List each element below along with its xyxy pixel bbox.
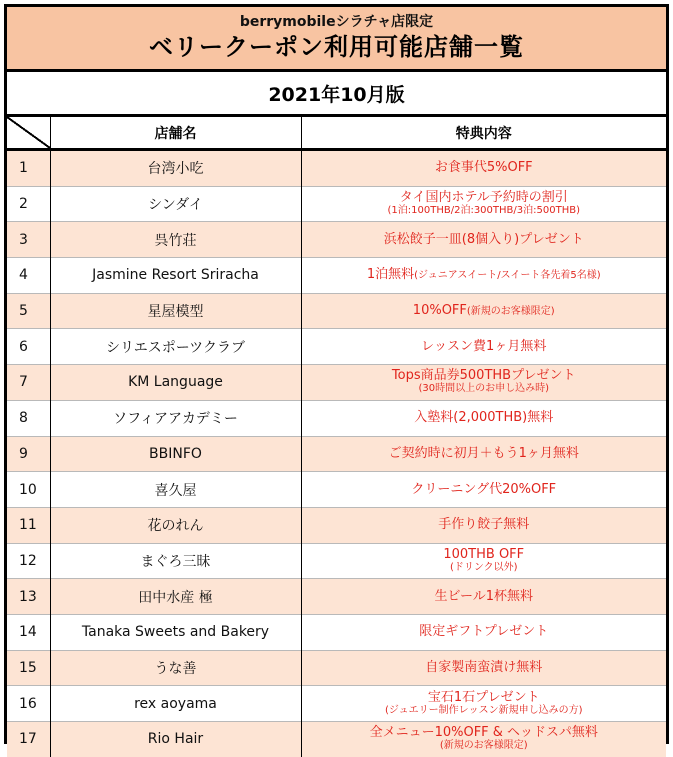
perk-cell: [301, 258, 666, 294]
store-name: Rio Hair: [50, 722, 301, 757]
row-number: 5: [7, 293, 50, 329]
store-name: KM Language: [50, 365, 301, 401]
perk-note: (新規のお客様限定): [466, 306, 555, 318]
perk-text: 全メニュー10%OFF & ヘッドスパ無料: [369, 725, 598, 741]
edition-label: 2021年10月版: [7, 72, 666, 117]
perk-cell: [301, 329, 666, 365]
row-number: 7: [7, 365, 50, 401]
perk-text: 10%OFF: [412, 303, 467, 319]
table-row: [7, 472, 666, 508]
corner-cell: [7, 117, 50, 150]
column-header-perk: 特典内容: [301, 117, 666, 150]
table-row: [7, 150, 666, 187]
perk-text: ご契約時に初月＋もう1ヶ月無料: [388, 445, 579, 461]
perk-text: 浜松餃子一皿(8個入り)プレゼント: [383, 231, 584, 247]
row-number: 17: [7, 722, 50, 757]
perk-note: (ドリンク以外): [449, 561, 518, 573]
perk-cell: [301, 579, 666, 615]
store-name: 花のれん: [50, 507, 301, 543]
perk-text: 入塾料(2,000THB)無料: [414, 410, 554, 426]
row-number: 10: [7, 472, 50, 508]
perk-cell: [301, 650, 666, 686]
store-name: Tanaka Sweets and Bakery: [50, 614, 301, 650]
store-name: ソフィアアカデミー: [50, 400, 301, 436]
perk-cell: [301, 507, 666, 543]
store-name: 喜久屋: [50, 472, 301, 508]
row-number: 16: [7, 686, 50, 722]
row-number: 13: [7, 579, 50, 615]
table-row: [7, 293, 666, 329]
perk-note: (30時間以上のお申し込み時): [418, 383, 550, 395]
table-row: [7, 579, 666, 615]
perk-note: (ジュエリー制作レッスン新規申し込みの方): [384, 704, 583, 716]
perk-note: (ジュニアスイート/スイート各先着5名様): [414, 270, 601, 282]
row-number: 3: [7, 222, 50, 258]
store-name: BBINFO: [50, 436, 301, 472]
table-header-row: [7, 117, 666, 150]
perk-cell: [301, 614, 666, 650]
row-number: 4: [7, 258, 50, 294]
table-row: [7, 722, 666, 757]
store-name: Jasmine Resort Sriracha: [50, 258, 301, 294]
perk-note: (1泊:100THB/2泊:300THB/3泊:500THB): [387, 205, 580, 217]
table-row: [7, 400, 666, 436]
row-number: 9: [7, 436, 50, 472]
perk-text: Tops商品券500THBプレゼント: [391, 368, 576, 384]
coupon-store-sheet: [4, 4, 669, 752]
store-name: シンダイ: [50, 186, 301, 222]
perk-text: 自家製南蛮漬け無料: [425, 659, 543, 675]
table-row: [7, 650, 666, 686]
store-name: 呉竹荘: [50, 222, 301, 258]
table-row: [7, 507, 666, 543]
perk-note: (新規のお客様限定): [439, 740, 528, 752]
perk-cell: [301, 222, 666, 258]
perk-text: 1泊無料: [366, 267, 415, 283]
store-table: [7, 117, 666, 757]
row-number: 8: [7, 400, 50, 436]
row-number: 12: [7, 543, 50, 579]
perk-cell: [301, 436, 666, 472]
row-number: 14: [7, 614, 50, 650]
perk-cell: [301, 293, 666, 329]
perk-cell: [301, 150, 666, 187]
perk-text: レッスン費1ヶ月無料: [421, 338, 547, 354]
column-header-store: 店舗名: [50, 117, 301, 150]
perk-text: タイ国内ホテル予約時の割引: [399, 190, 568, 206]
row-number: 11: [7, 507, 50, 543]
store-name: まぐろ三昧: [50, 543, 301, 579]
store-name: 台湾小吃: [50, 150, 301, 187]
perk-cell: [301, 686, 666, 722]
perk-text: 100THB OFF: [443, 546, 525, 562]
store-name: 星屋模型: [50, 293, 301, 329]
table-row: [7, 329, 666, 365]
store-name: 田中水産 極: [50, 579, 301, 615]
store-name: シリエスポーツクラブ: [50, 329, 301, 365]
header-banner: [7, 7, 666, 72]
table-body: [7, 150, 666, 757]
perk-cell: [301, 543, 666, 579]
perk-text: 手作り餃子無料: [438, 517, 530, 533]
perk-cell: [301, 400, 666, 436]
perk-cell: [301, 186, 666, 222]
perk-text: お食事代5%OFF: [434, 160, 533, 176]
perk-text: 生ビール1杯無料: [434, 588, 533, 604]
store-name: rex aoyama: [50, 686, 301, 722]
perk-text: クリーニング代20%OFF: [411, 481, 557, 497]
perk-text: 限定ギフトプレゼント: [419, 624, 549, 640]
perk-cell: [301, 472, 666, 508]
row-number: 15: [7, 650, 50, 686]
table-row: [7, 222, 666, 258]
perk-text: 宝石1石プレゼント: [427, 689, 540, 705]
table-row: [7, 436, 666, 472]
perk-cell: [301, 722, 666, 757]
table-row: [7, 365, 666, 401]
row-number: 2: [7, 186, 50, 222]
store-name: うな善: [50, 650, 301, 686]
row-number: 6: [7, 329, 50, 365]
table-row: [7, 614, 666, 650]
table-row: [7, 686, 666, 722]
table-row: [7, 258, 666, 294]
table-row: [7, 186, 666, 222]
row-number: 1: [19, 160, 28, 177]
table-row: [7, 543, 666, 579]
page-title: ベリークーポン利用可能店舗一覧: [149, 33, 524, 61]
header-subtitle: berrymobileシラチャ店限定: [239, 14, 434, 30]
perk-cell: [301, 365, 666, 401]
